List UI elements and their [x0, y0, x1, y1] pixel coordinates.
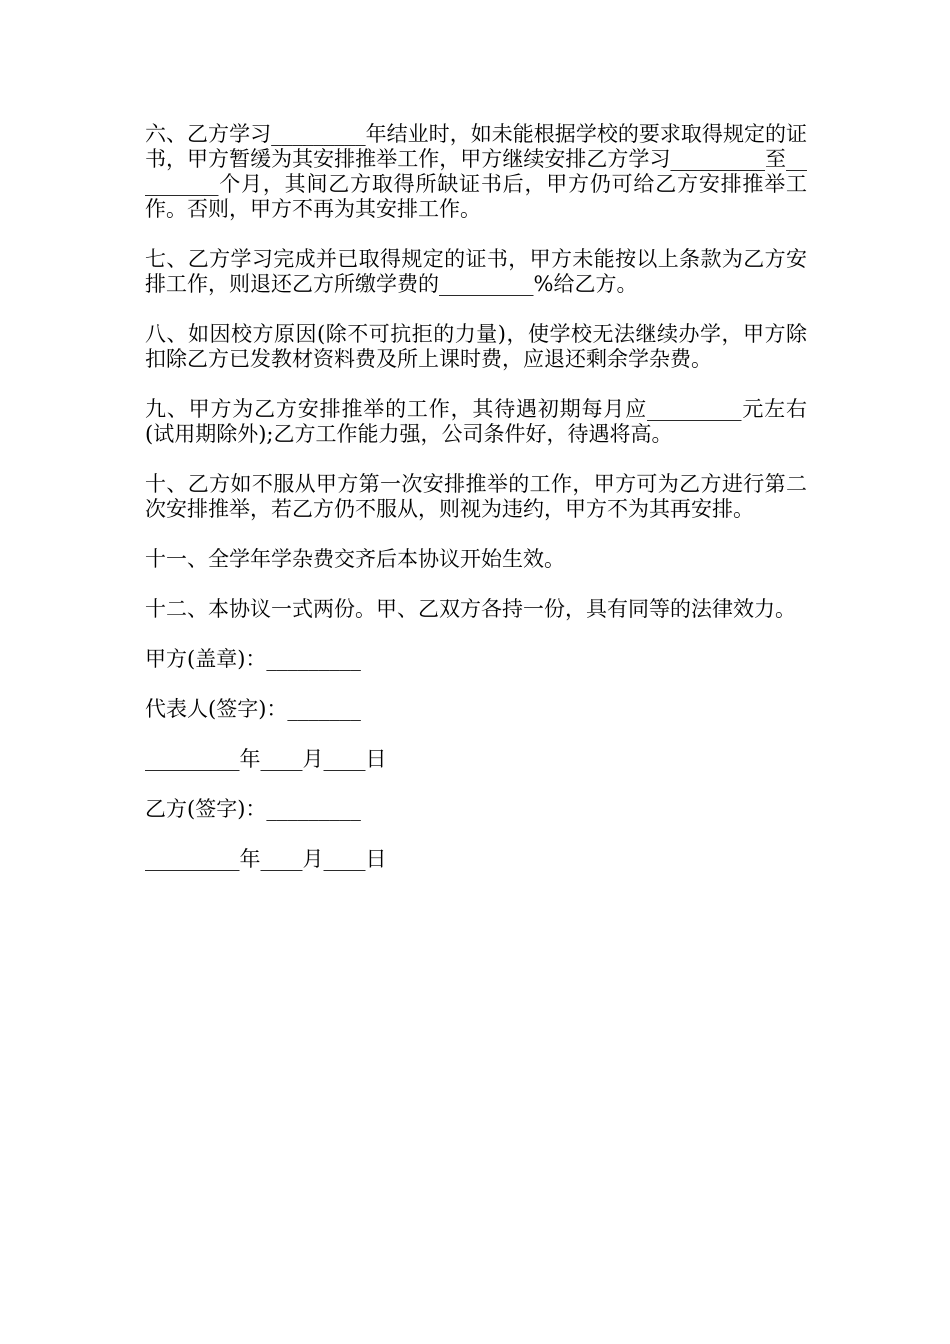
- clause-7: 七、乙方学习完成并已取得规定的证书，甲方未能按以上条款为乙方安排工作，则退还乙方所缴学费的_________%给乙方。: [145, 247, 807, 296]
- party-b-signature-line: 乙方(签字)：_________: [145, 797, 361, 821]
- date-line-party-a: _________年____月____日: [145, 747, 387, 771]
- date-line-party-b: _________年____月____日: [145, 847, 387, 871]
- clause-6: 六、乙方学习_________年结业时，如未能根据学校的要求取得规定的证书，甲方暂缓为其安排推举工作，甲方继续安排乙方学习_________至_________个月，其间乙方取得所缺证书后，甲方仍可给乙方安排推举工作。否则，甲方不再为其安排工作。: [145, 122, 807, 221]
- clause-9: 九、甲方为乙方安排推举的工作，其待遇初期每月应_________元左右(试用期除外);乙方工作能力强，公司条件好，待遇将高。: [145, 397, 807, 446]
- clause-10: 十、乙方如不服从甲方第一次安排推举的工作，甲方可为乙方进行第二次安排推举，若乙方仍不服从，则视为违约，甲方不为其再安排。: [145, 472, 807, 521]
- agreement-body: [145, 122, 807, 897]
- clause-12: 十二、本协议一式两份。甲、乙双方各持一份，具有同等的法律效力。: [145, 597, 796, 621]
- party-a-seal-line: 甲方(盖章)：_________: [145, 647, 361, 671]
- clause-8: 八、如因校方原因(除不可抗拒的力量)，使学校无法继续办学，甲方除扣除乙方已发教材资料费及所上课时费，应退还剩余学杂费。: [145, 322, 807, 371]
- representative-signature-line: 代表人(签字)：_______: [145, 697, 361, 721]
- clause-11: 十一、全学年学杂费交齐后本协议开始生效。: [145, 547, 565, 571]
